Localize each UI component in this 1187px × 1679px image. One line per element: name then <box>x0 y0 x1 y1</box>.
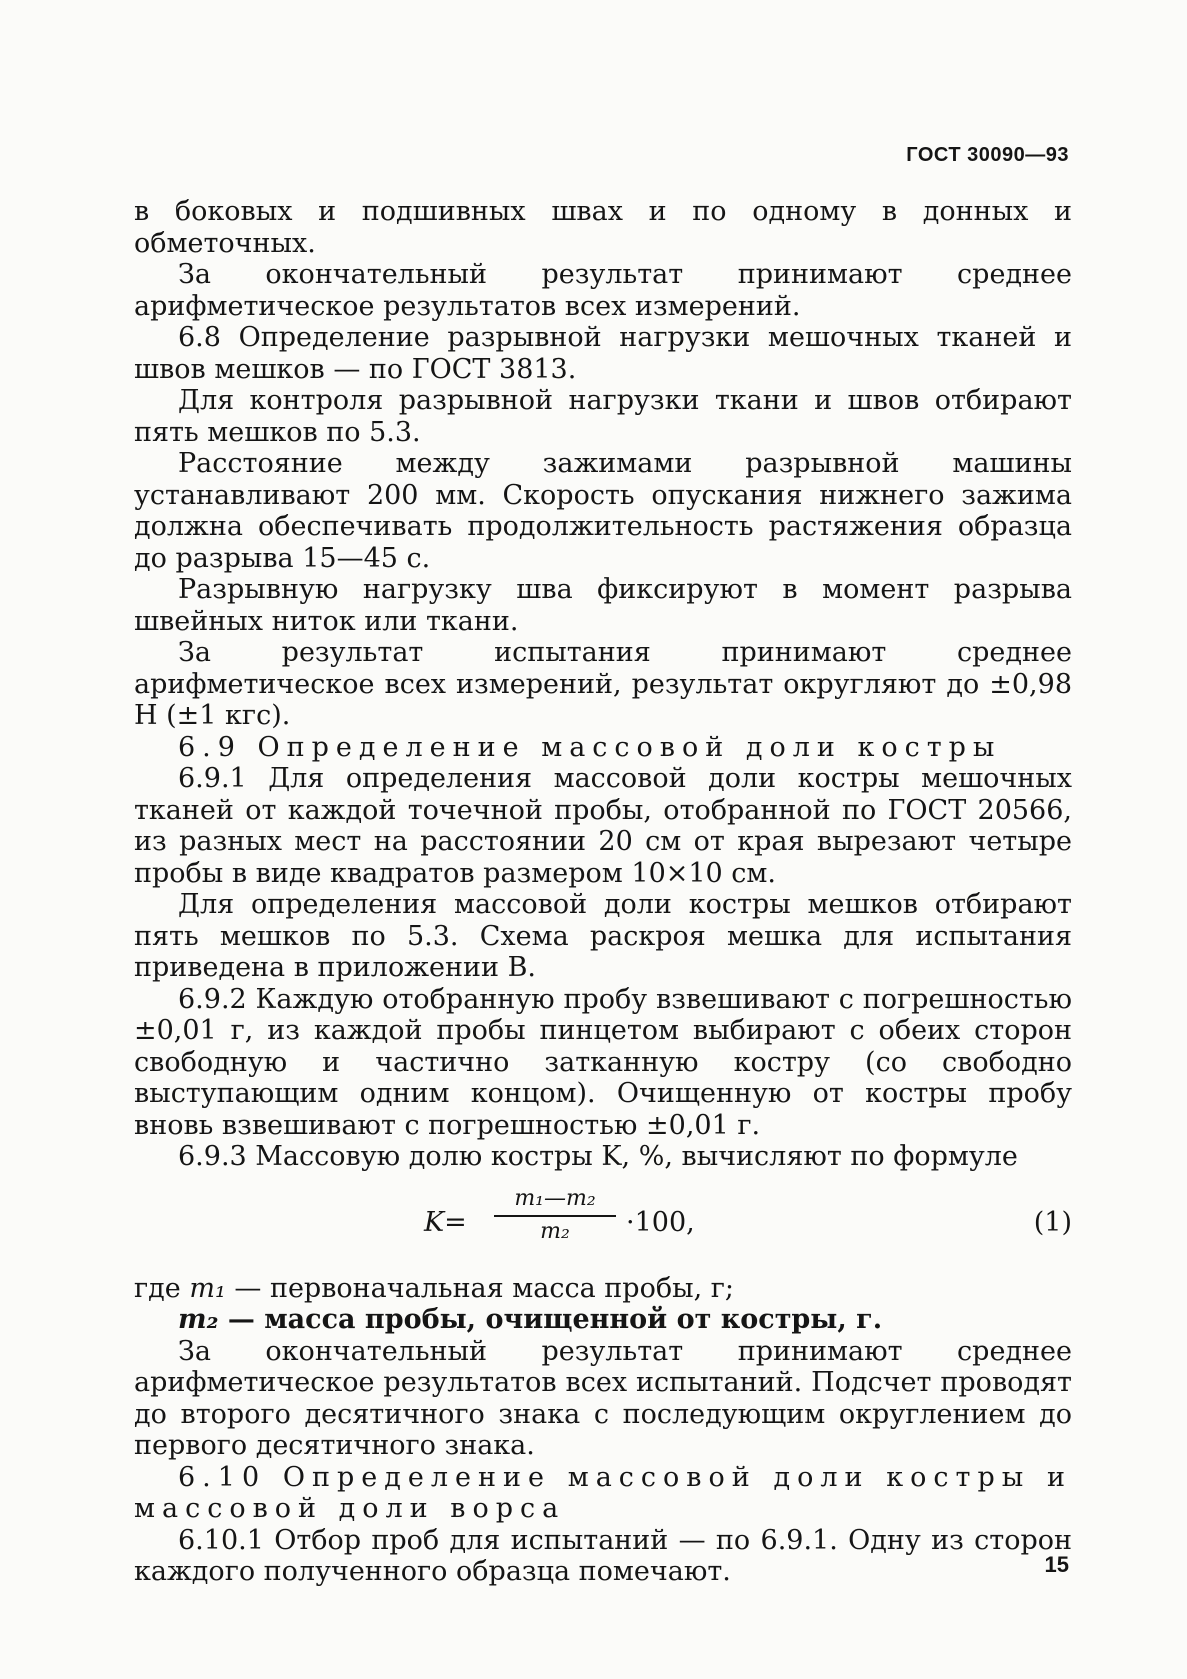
section-heading-6-10: 6.10 Определение массовой доли костры и массовой доли ворса <box>134 1461 1072 1524</box>
clause-6-10-1: 6.10.1 Отбор проб для испытаний — по 6.9.1. Одну из сторон каждого полученного образца помечают. <box>134 1524 1072 1587</box>
paragraph: в боковых и подшивных швах и по одному в донных и обметочных. <box>134 196 1072 259</box>
paragraph: За окончательный результат принимают среднее арифметическое результатов всех измерений. <box>134 259 1072 322</box>
clause-6-9-1: 6.9.1 Для определения массовой доли костры мешочных тканей от каждой точечной пробы, отобранной по ГОСТ 20566, из разных мест на расстоянии 20 см от края вырезают четыре пробы в виде квадратов размером 10×10 см. <box>134 763 1072 889</box>
clause-6-8: 6.8 Определение разрывной нагрузки мешочных тканей и швов мешков — по ГОСТ 3813. <box>134 322 1072 385</box>
formula-denominator: m₂ <box>540 1218 570 1244</box>
formula-fraction <box>494 1185 616 1245</box>
formula-number: (1) <box>1033 1206 1072 1238</box>
fraction-bar <box>494 1215 616 1217</box>
section-heading-6-9: 6.9 Определение массовой доли костры <box>178 731 1002 763</box>
formula-numerator: m₁—m₂ <box>514 1185 596 1211</box>
paragraph: За результат испытания принимают среднее арифметическое всех измерений, результат округляют до ±0,98 Н (±1 кгс). <box>134 637 1072 731</box>
where-m2: m₂ — масса пробы, очищенной от костры, г. <box>178 1304 883 1335</box>
page-number: 15 <box>1044 1552 1069 1577</box>
paragraph: Расстояние между зажимами разрывной машины устанавливают 200 мм. Скорость опускания нижнего зажима должна обеспечивать продолжительность растяжения образца до разрыва 15—45 с. <box>134 448 1072 574</box>
formula-tail: ·100, <box>626 1206 695 1238</box>
paragraph: За окончательный результат принимают среднее арифметическое результатов всех испытаний. Подсчет проводят до второго десятичного знака с последующим округлением до первого десятичного знака. <box>134 1335 1072 1461</box>
formula-lhs: K= <box>424 1206 467 1238</box>
paragraph: Разрывную нагрузку шва фиксируют в момент разрыва швейных ниток или ткани. <box>134 574 1072 637</box>
paragraph: Для определения массовой доли костры мешков отбирают пять мешков по 5.3. Схема раскроя мешка для испытания приведена в приложении В. <box>134 889 1072 983</box>
where-m1: где m₁ — первоначальная масса пробы, г; <box>134 1272 734 1304</box>
standard-header: ГОСТ 30090—93 <box>906 144 1069 166</box>
paragraph: Для контроля разрывной нагрузки ткани и швов отбирают пять мешков по 5.3. <box>134 385 1072 448</box>
document-body <box>134 196 1072 1588</box>
clause-6-9-2: 6.9.2 Каждую отобранную пробу взвешивают с погрешностью ±0,01 г, из каждой пробы пинцетом выбирают с обеих сторон свободную и частично затканную костру (со свободно выступающим одним концом). Очищенную от костры пробу вновь взвешивают с погрешностью ±0,01 г. <box>134 983 1072 1141</box>
clause-6-9-3: 6.9.3 Массовую долю костры K, %, вычисляют по формуле <box>178 1141 1018 1172</box>
formula-1 <box>134 1185 1072 1267</box>
